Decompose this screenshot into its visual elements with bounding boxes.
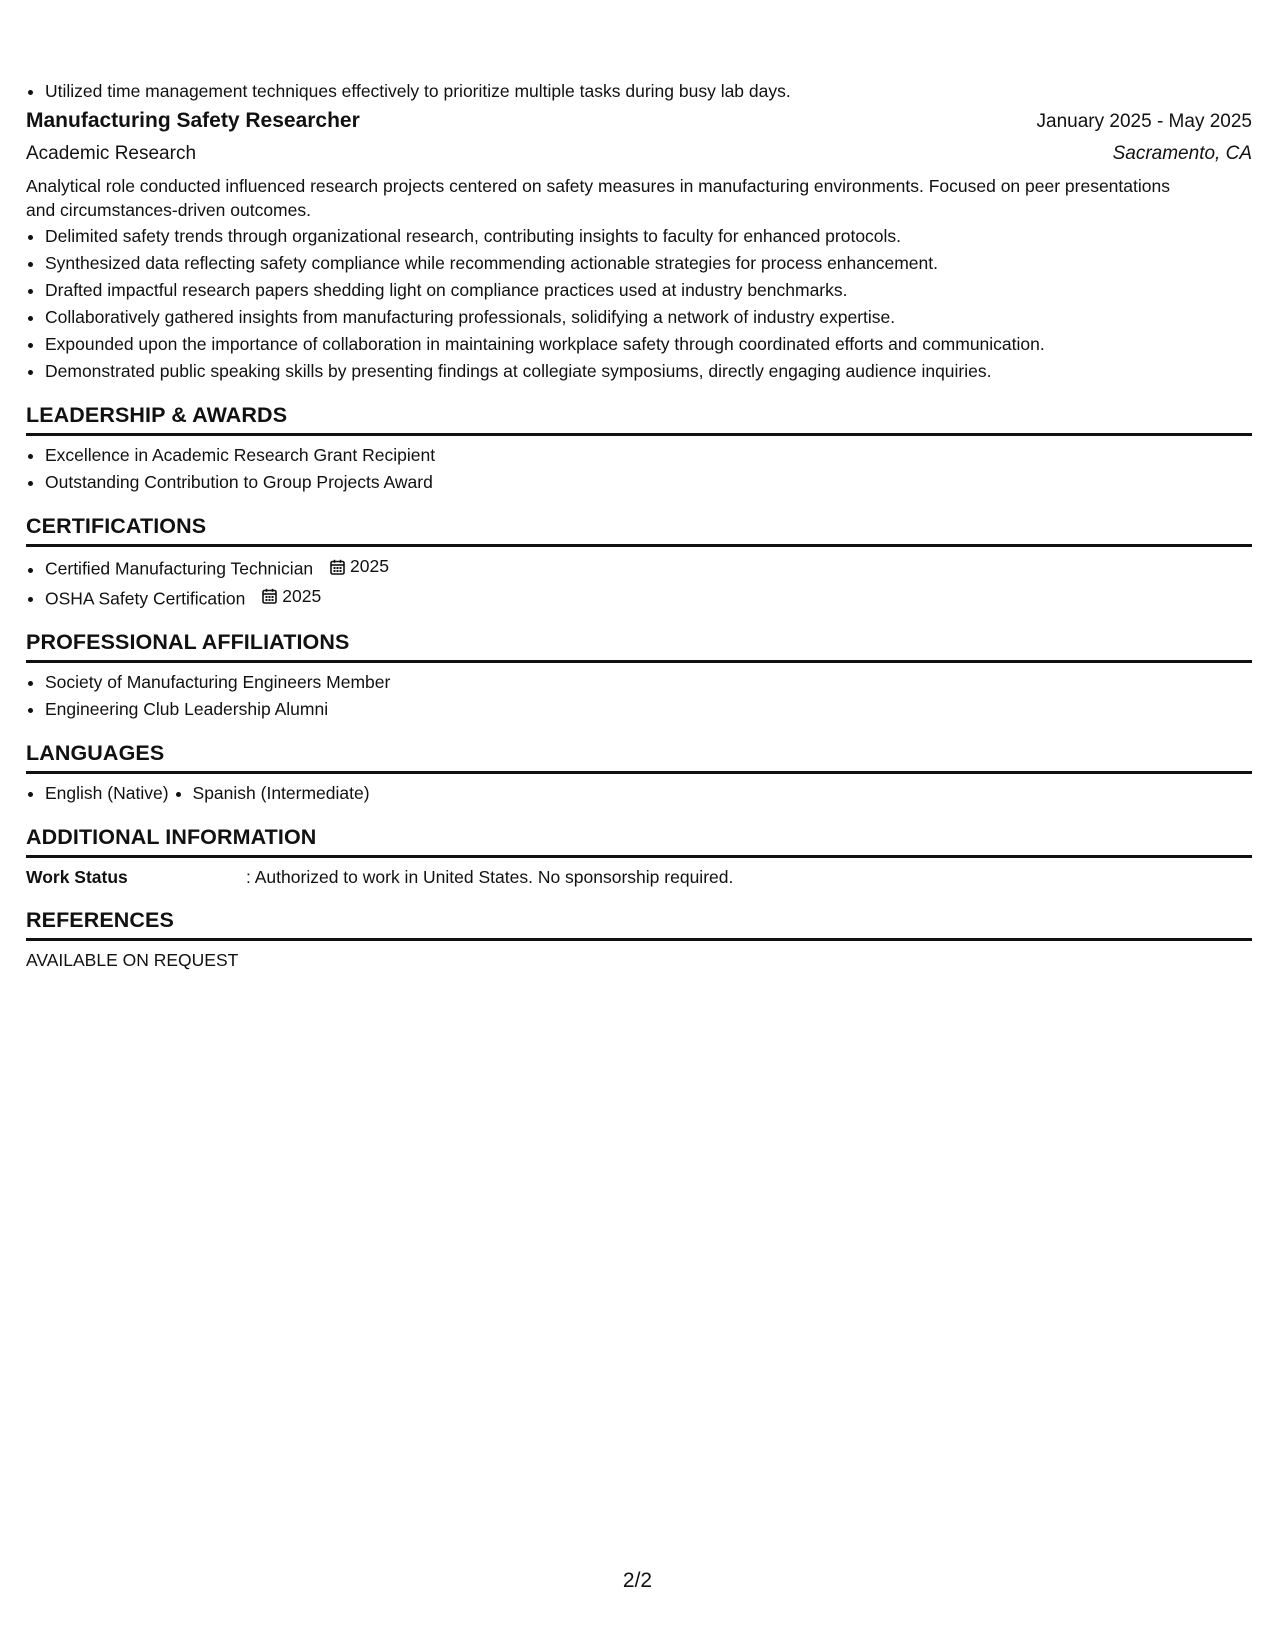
job-header xyxy=(26,105,1252,138)
previous-job-bullets xyxy=(26,78,1252,105)
additional-info-section xyxy=(26,822,1252,890)
language-item: • English (Native) xyxy=(45,780,169,807)
references-text: AVAILABLE ON REQUEST xyxy=(26,950,239,970)
certifications-section xyxy=(26,511,1252,612)
work-status-row xyxy=(26,864,1252,890)
list-item: • Engineering Club Leadership Alumni xyxy=(45,696,1252,723)
job-location: Sacramento, CA xyxy=(1112,143,1252,164)
list-item: • Utilized time management techniques effectively to prioritize multiple tasks during busy lab days. xyxy=(45,78,1252,105)
references-section xyxy=(26,905,1252,973)
job-dates: January 2025 - May 2025 xyxy=(1036,111,1252,132)
work-status-value: : Authorized to work in United States. No sponsorship required. xyxy=(246,867,734,887)
list-item: • Outstanding Contribution to Group Projects Award xyxy=(45,469,1252,496)
job-title: Manufacturing Safety Researcher xyxy=(26,109,360,132)
languages-list xyxy=(26,780,1252,807)
certification-year: 2025 xyxy=(282,585,322,606)
job-bullets xyxy=(26,223,1252,385)
job-entry xyxy=(26,105,1252,385)
resume-page xyxy=(26,78,1252,973)
list-item: • Drafted impactful research papers shedding light on compliance practices used at industry benchmarks. xyxy=(45,277,1252,304)
list-item: • Delimited safety trends through organizational research, contributing insights to faculty for enhanced protocols. xyxy=(45,223,1252,250)
list-item xyxy=(45,553,1252,583)
list-item: • Expounded upon the importance of collaboration in maintaining workplace safety through coordinated efforts and communication. xyxy=(45,331,1252,358)
list-item xyxy=(45,583,1252,613)
leadership-section xyxy=(26,400,1252,496)
leadership-list xyxy=(26,442,1252,496)
list-item: • Collaboratively gathered insights from manufacturing professionals, solidifying a network of industry expertise. xyxy=(45,304,1252,331)
page-number: 2/2 xyxy=(622,1569,653,1592)
certification-name: Certified Manufacturing Technician xyxy=(45,558,314,579)
language-item: • Spanish (Intermediate) xyxy=(193,780,370,807)
certification-date xyxy=(262,583,321,610)
list-item: • Excellence in Academic Research Grant Recipient xyxy=(45,442,1252,469)
certifications-list xyxy=(26,553,1252,612)
job-subheader xyxy=(26,138,1252,170)
job-summary: Analytical role conducted influenced research projects centered on safety measures in manufacturing environments. Focused on peer presentations and circumstances-driven outcomes. xyxy=(26,176,1170,220)
section-heading: LEADERSHIP & AWARDS xyxy=(26,400,1252,436)
certification-name: OSHA Safety Certification xyxy=(45,588,246,608)
affiliations-section xyxy=(26,627,1252,723)
calendar-icon xyxy=(330,559,345,575)
languages-section xyxy=(26,738,1252,807)
work-status-label: Work Status xyxy=(26,867,128,887)
calendar-icon xyxy=(262,588,277,604)
section-heading: PROFESSIONAL AFFILIATIONS xyxy=(26,627,1252,663)
section-heading: ADDITIONAL INFORMATION xyxy=(26,822,1252,858)
section-heading: CERTIFICATIONS xyxy=(26,511,1252,547)
affiliations-list xyxy=(26,669,1252,723)
section-heading: LANGUAGES xyxy=(26,738,1252,774)
list-item: • Society of Manufacturing Engineers Member xyxy=(45,669,1252,696)
job-organization: Academic Research xyxy=(26,143,197,164)
section-heading: REFERENCES xyxy=(26,905,1252,941)
list-item: • Synthesized data reflecting safety compliance while recommending actionable strategies for process enhancement. xyxy=(45,250,1252,277)
certification-date xyxy=(330,553,389,580)
list-item: • Demonstrated public speaking skills by presenting findings at collegiate symposiums, directly engaging audience inquiries. xyxy=(45,358,1252,385)
certification-year: 2025 xyxy=(350,556,389,576)
